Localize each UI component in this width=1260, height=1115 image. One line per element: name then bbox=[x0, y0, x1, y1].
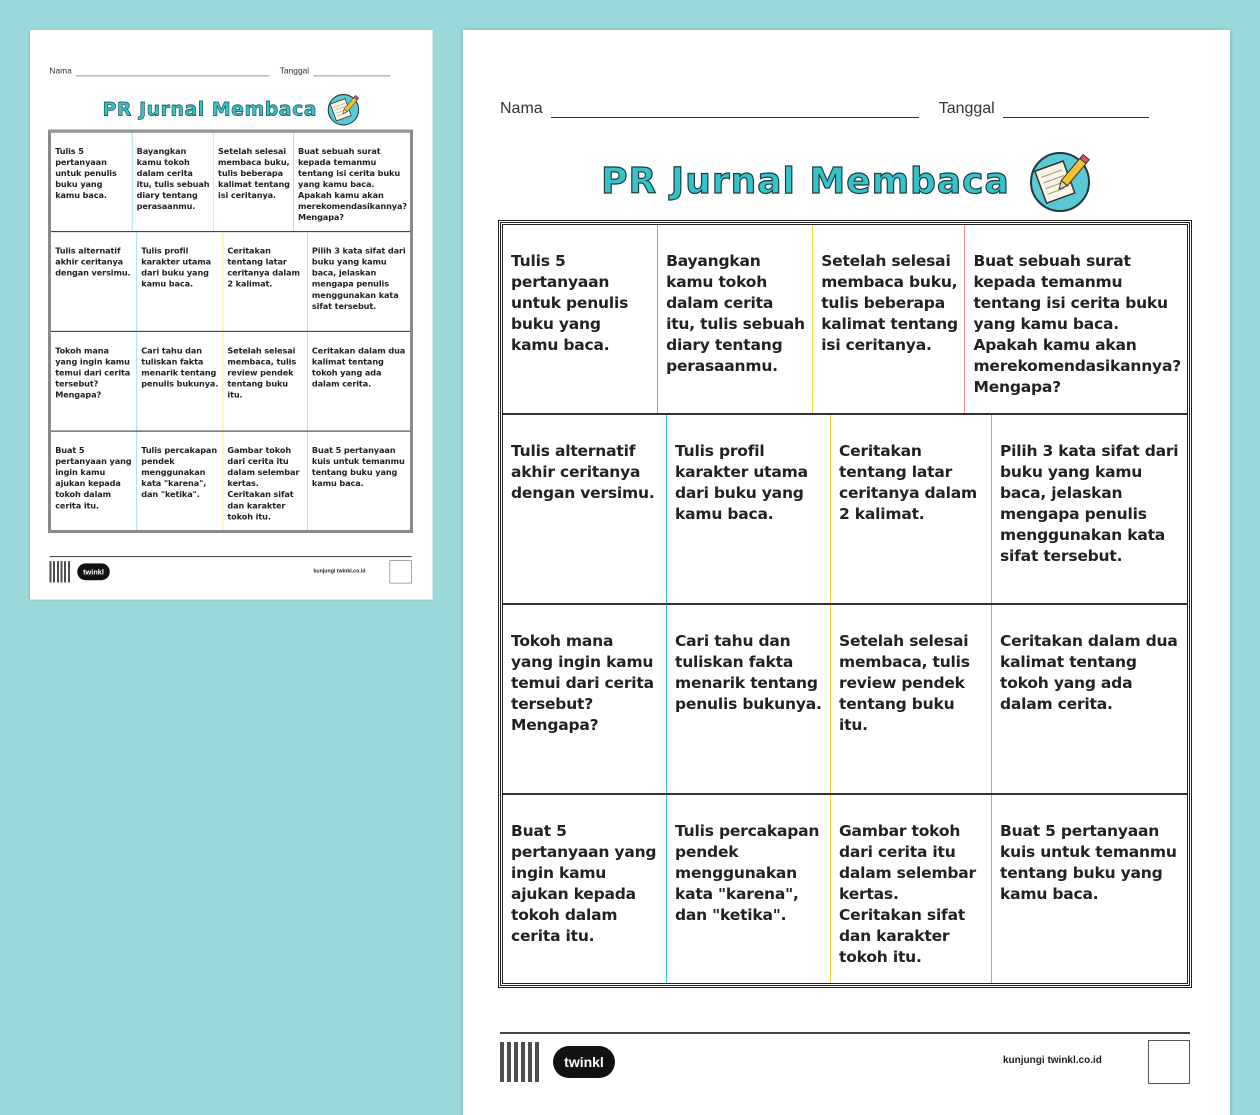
activity-cell: Gambar tokoh dari cerita itu dalam selembar kertas. Ceritakan sifat dan karakter tokoh itu. bbox=[223, 432, 308, 531]
title-area bbox=[463, 150, 1230, 212]
activity-cell: Pilih 3 kata sifat dari buku yang kamu baca, jelaskan mengapa penulis menggunakan kata sifat tersebut. bbox=[1000, 442, 1179, 565]
activity-cell: Pilih 3 kata sifat dari buku yang kamu baca, jelaskan mengapa penulis menggunakan kata sifat tersebut. bbox=[311, 246, 406, 311]
table-row bbox=[503, 225, 1187, 415]
activity-cell: Buat 5 pertanyaan yang ingin kamu ajukan kepada tokoh dalam cerita itu. bbox=[503, 795, 667, 983]
activity-cell: Cari tahu dan tuliskan fakta menarik tentang penulis bukunya. bbox=[667, 605, 831, 793]
activity-cell: Setelah selesai membaca buku, tulis beberapa kalimat tentang isi ceritanya. bbox=[214, 132, 294, 231]
worksheet-preview-small bbox=[30, 30, 433, 600]
date-label: Tanggal bbox=[938, 100, 995, 117]
title-area bbox=[30, 93, 433, 126]
quality-badge bbox=[390, 560, 412, 583]
qr-code bbox=[500, 1042, 540, 1082]
disclaimer-text bbox=[49, 542, 411, 547]
twinkl-logo: twinkl bbox=[553, 1046, 615, 1078]
footer-divider bbox=[49, 556, 411, 557]
activity-cell: Bayangkan kamu tokoh dalam cerita itu, tulis sebuah diary tentang perasaanmu. bbox=[658, 225, 813, 413]
name-line bbox=[76, 68, 269, 76]
date-line bbox=[313, 68, 390, 76]
name-date-row bbox=[49, 67, 396, 76]
date-line bbox=[1003, 103, 1149, 118]
activity-cell: Bayangkan kamu tokoh dalam cerita itu, tulis sebuah diary tentang perasaanmu. bbox=[132, 132, 213, 231]
name-date-row bbox=[500, 100, 1160, 118]
page-title: PR Jurnal Membaca bbox=[601, 160, 1010, 202]
disclaimer-text bbox=[500, 1005, 1190, 1015]
activity-cell: Ceritakan dalam dua kalimat tentang tokoh yang ada dalam cerita. bbox=[311, 346, 406, 389]
activity-cell: Ceritakan tentang latar ceritanya dalam 2 kalimat. bbox=[831, 415, 992, 603]
activity-cell: Tulis percakapan pendek menggunakan kata "karena", dan "ketika". bbox=[137, 432, 223, 531]
table-row bbox=[51, 132, 410, 232]
visit-link[interactable]: kunjungi twinkl.co.id bbox=[1003, 1055, 1102, 1066]
activity-cell: Ceritakan dalam dua kalimat tentang tokoh yang ada dalam cerita. bbox=[1000, 632, 1178, 713]
date-label: Tanggal bbox=[279, 66, 310, 76]
qr-code bbox=[49, 561, 70, 582]
worksheet-preview-large bbox=[463, 30, 1230, 1115]
activity-cell: Tulis 5 pertanyaan untuk penulis buku yang kamu baca. bbox=[503, 225, 658, 413]
activity-cell: Buat 5 pertanyaan kuis untuk temanmu tentang buku yang kamu baca. bbox=[1000, 822, 1177, 903]
activity-cell: Tokoh mana yang ingin kamu temui dari cerita tersebut? Mengapa? bbox=[51, 332, 137, 431]
page-title: PR Jurnal Membaca bbox=[102, 98, 318, 121]
activity-cell: Tulis alternatif akhir ceritanya dengan versimu. bbox=[51, 232, 137, 331]
activity-table bbox=[49, 131, 411, 532]
activity-cell: Buat 5 pertanyaan yang ingin kamu ajukan kepada tokoh dalam cerita itu. bbox=[51, 432, 137, 531]
name-label: Nama bbox=[500, 100, 543, 117]
footer-divider bbox=[500, 1032, 1190, 1034]
notepad-pencil-icon bbox=[327, 93, 361, 126]
notepad-pencil-icon bbox=[1028, 150, 1092, 212]
table-row bbox=[503, 795, 1187, 983]
activity-cell: Tokoh mana yang ingin kamu temui dari cerita tersebut? Mengapa? bbox=[503, 605, 667, 793]
name-line bbox=[551, 103, 919, 118]
twinkl-logo: twinkl bbox=[77, 563, 110, 580]
table-row bbox=[51, 332, 410, 432]
activity-cell: Setelah selesai membaca, tulis review pendek tentang buku itu. bbox=[223, 332, 308, 431]
quality-badge bbox=[1148, 1040, 1190, 1084]
activity-cell: Setelah selesai membaca buku, tulis beberapa kalimat tentang isi ceritanya. bbox=[813, 225, 965, 413]
activity-cell: Setelah selesai membaca, tulis review pendek tentang buku itu. bbox=[831, 605, 992, 793]
activity-cell: Buat 5 pertanyaan kuis untuk temanmu tentang buku yang kamu baca. bbox=[311, 445, 405, 489]
activity-table bbox=[500, 222, 1190, 986]
table-row bbox=[503, 415, 1187, 605]
activity-cell: Tulis alternatif akhir ceritanya dengan versimu. bbox=[503, 415, 667, 603]
activity-cell: Tulis profil karakter utama dari buku yang kamu baca. bbox=[137, 232, 223, 331]
activity-cell: Ceritakan tentang latar ceritanya dalam 2 kalimat. bbox=[223, 232, 308, 331]
visit-link[interactable]: kunjungi twinkl.co.id bbox=[313, 568, 366, 574]
table-row bbox=[51, 432, 410, 531]
activity-cell: Tulis percakapan pendek menggunakan kata "karena", dan "ketika". bbox=[667, 795, 831, 983]
activity-cell: Gambar tokoh dari cerita itu dalam selembar kertas. Ceritakan sifat dan karakter tokoh itu. bbox=[831, 795, 992, 983]
table-row bbox=[51, 232, 410, 332]
activity-cell: Tulis profil karakter utama dari buku yang kamu baca. bbox=[667, 415, 831, 603]
activity-cell: Buat sebuah surat kepada temanmu tentang isi cerita buku yang kamu baca. Apakah kamu akan merekomendasikannya? Mengapa? bbox=[973, 252, 1182, 396]
table-row bbox=[503, 605, 1187, 795]
activity-cell: Cari tahu dan tuliskan fakta menarik tentang penulis bukunya. bbox=[137, 332, 223, 431]
name-label: Nama bbox=[49, 66, 72, 76]
activity-cell: Buat sebuah surat kepada temanmu tentang isi cerita buku yang kamu baca. Apakah kamu akan merekomendasikannya? Mengapa? bbox=[297, 146, 407, 223]
activity-cell: Tulis 5 pertanyaan untuk penulis buku yang kamu baca. bbox=[51, 132, 132, 231]
